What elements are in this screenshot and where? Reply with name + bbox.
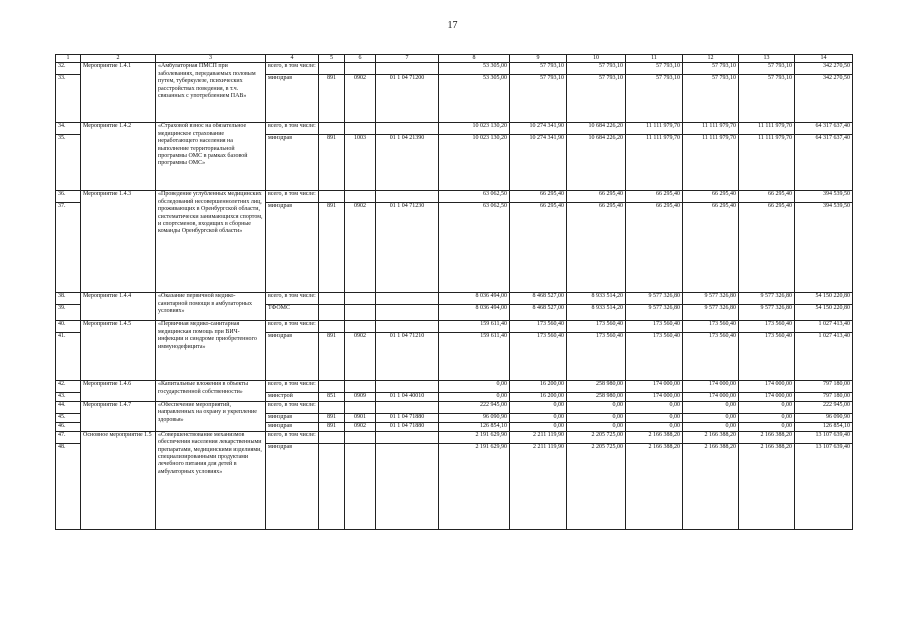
table-row [56,123,853,135]
grbs-code [319,293,345,305]
funding-value: 11 111 979,70 [626,135,683,191]
funding-value: 174 000,00 [739,393,795,401]
funding-value: 2 205 725,00 [567,443,626,529]
funding-value: 2 166 388,20 [739,431,795,443]
responsible-executor: минздрав [266,203,319,293]
rzpr-code [345,305,376,321]
rzpr-code [345,401,376,413]
rzpr-code [345,191,376,203]
csr-code [376,191,439,203]
funding-value: 16 200,00 [510,393,567,401]
funding-value: 11 111 979,70 [739,123,795,135]
responsible-executor: всего, в том числе: [266,431,319,443]
row-number: 47. [56,431,81,443]
funding-value: 0,00 [626,422,683,431]
funding-value: 57 793,10 [567,75,626,123]
funding-value: 2 166 388,20 [683,443,739,529]
funding-value: 66 295,40 [626,191,683,203]
funding-value: 174 000,00 [626,381,683,393]
funding-value: 342 270,50 [795,75,853,123]
responsible-executor: минздрав [266,443,319,529]
funding-value: 159 611,40 [439,333,510,381]
grbs-code: 851 [319,393,345,401]
funding-value: 0,00 [567,401,626,413]
csr-code: 01 1 04 71880 [376,422,439,431]
funding-value: 258 980,00 [567,381,626,393]
csr-code [376,305,439,321]
rzpr-code: 1003 [345,135,376,191]
funding-value: 11 111 979,70 [683,123,739,135]
funding-value: 0,00 [626,401,683,413]
funding-value: 66 295,40 [683,203,739,293]
funding-value: 9 577 326,80 [683,293,739,305]
funding-value: 9 577 326,80 [739,293,795,305]
funding-value: 173 560,40 [567,321,626,333]
funding-value: 57 793,10 [567,63,626,75]
measure-description: «Первичная медико-санитарная медицинская помощь при ВИЧ-инфекции и синдроме приобретенного иммунодефицита» [156,321,266,381]
funding-value: 174 000,00 [626,393,683,401]
funding-value: 66 295,40 [626,203,683,293]
grbs-code [319,443,345,529]
csr-code [376,123,439,135]
row-number: 45. [56,413,81,422]
row-number: 42. [56,381,81,393]
responsible-executor: всего, в том числе: [266,63,319,75]
row-number: 40. [56,321,81,333]
grbs-code [319,191,345,203]
funding-value: 57 793,10 [510,63,567,75]
row-number: 37. [56,203,81,293]
row-number: 35. [56,135,81,191]
funding-value: 63 062,50 [439,203,510,293]
measure-description: «Совершенствование механизмов обеспечения населения лекарственными препаратами, медицинскими изделиями, специализированными продуктами лечебного питания для детей в амбулаторных условиях» [156,431,266,529]
funding-value: 16 200,00 [510,381,567,393]
responsible-executor: ТФОМС [266,305,319,321]
funding-value: 173 560,40 [510,321,567,333]
funding-value: 10 684 226,20 [567,123,626,135]
funding-value: 63 062,50 [439,191,510,203]
funding-value: 0,00 [683,422,739,431]
funding-value: 1 027 413,40 [795,321,853,333]
column-number-header: 14 [795,55,853,63]
funding-value: 0,00 [439,393,510,401]
grbs-code: 891 [319,135,345,191]
column-number-header: 11 [626,55,683,63]
column-number-header: 6 [345,55,376,63]
funding-value: 96 090,90 [439,413,510,422]
funding-value: 10 274 341,90 [510,123,567,135]
row-number: 43. [56,393,81,401]
funding-value: 342 270,50 [795,63,853,75]
funding-value: 222 945,00 [795,401,853,413]
funding-value: 174 000,00 [739,381,795,393]
funding-value: 173 560,40 [626,333,683,381]
table-row [56,431,853,443]
grbs-code: 891 [319,422,345,431]
measure-description: «Проведение углубленных медицинских обследований несовершеннолетних лиц, проживающих в Оренбургской области, систематически занимающихся спортом, и спортсменов, входящих в сборные команды Оренбургской области» [156,191,266,293]
funding-value: 797 180,00 [795,393,853,401]
funding-value: 66 295,40 [739,203,795,293]
funding-value: 222 945,00 [439,401,510,413]
responsible-executor: минздрав [266,135,319,191]
funding-value: 2 166 388,20 [683,431,739,443]
table-row [56,191,853,203]
column-number-header: 3 [156,55,266,63]
rzpr-code [345,293,376,305]
table-row [56,381,853,393]
row-number: 34. [56,123,81,135]
measure-description: «Капитальные вложения в объекты государственной собственности» [156,381,266,401]
responsible-executor: всего, в том числе: [266,191,319,203]
responsible-executor: минздрав [266,413,319,422]
funding-value: 8 468 527,00 [510,293,567,305]
column-number-header: 8 [439,55,510,63]
funding-value: 173 560,40 [683,321,739,333]
responsible-executor: минздрав [266,333,319,381]
responsible-executor: всего, в том числе: [266,123,319,135]
funding-value: 8 468 527,00 [510,305,567,321]
csr-code: 01 1 04 71200 [376,75,439,123]
measure-description: «Страховой взнос на обязательное медицинское страхование неработающего населения на выполнение территориальной программы ОМС в рамках базовой программы ОМС» [156,123,266,191]
csr-code [376,401,439,413]
funding-value: 10 274 341,90 [510,135,567,191]
responsible-executor: всего, в том числе: [266,321,319,333]
funding-value: 9 577 326,80 [739,305,795,321]
page-number: 17 [447,20,458,31]
rzpr-code [345,431,376,443]
funding-value: 66 295,40 [739,191,795,203]
responsible-executor: всего, в том числе: [266,293,319,305]
row-number: 41. [56,333,81,381]
funding-value: 2 166 388,20 [626,443,683,529]
funding-value: 10 023 130,20 [439,135,510,191]
measure-name: Мероприятие 1.4.5 [81,321,156,381]
grbs-code [319,123,345,135]
responsible-executor: всего, в том числе: [266,401,319,413]
measure-name: Мероприятие 1.4.4 [81,293,156,321]
funding-value: 53 305,00 [439,75,510,123]
column-number-header: 10 [567,55,626,63]
funding-value: 66 295,40 [567,203,626,293]
funding-value: 57 793,10 [739,75,795,123]
csr-code: 01 1 04 71880 [376,413,439,422]
funding-value: 159 611,40 [439,321,510,333]
column-number-header: 9 [510,55,567,63]
funding-value: 2 166 388,20 [626,431,683,443]
funding-value: 173 560,40 [626,321,683,333]
row-number: 39. [56,305,81,321]
funding-value: 64 317 637,40 [795,123,853,135]
funding-value: 174 000,00 [683,381,739,393]
funding-value: 0,00 [567,413,626,422]
funding-value: 11 111 979,70 [683,135,739,191]
funding-value: 57 793,10 [683,63,739,75]
funding-value: 174 000,00 [683,393,739,401]
measure-name: Основное мероприятие 1.5 [81,431,156,529]
funding-value: 0,00 [739,413,795,422]
funding-value: 2 191 629,90 [439,431,510,443]
csr-code [376,431,439,443]
funding-value: 258 980,00 [567,393,626,401]
csr-code [376,443,439,529]
funding-value: 66 295,40 [510,203,567,293]
funding-value: 13 107 639,40 [795,431,853,443]
rzpr-code: 0902 [345,333,376,381]
funding-value: 0,00 [567,422,626,431]
row-number: 46. [56,422,81,431]
funding-value: 2 166 388,20 [739,443,795,529]
funding-value: 2 205 725,00 [567,431,626,443]
funding-value: 0,00 [739,401,795,413]
funding-value: 2 211 119,90 [510,431,567,443]
grbs-code: 891 [319,333,345,381]
row-number: 38. [56,293,81,305]
funding-value: 66 295,40 [567,191,626,203]
measure-name: Мероприятие 1.4.1 [81,63,156,123]
funding-value: 0,00 [626,413,683,422]
rzpr-code [345,381,376,393]
funding-value: 2 191 629,90 [439,443,510,529]
funding-value: 57 793,10 [626,63,683,75]
funding-value: 8 036 494,00 [439,305,510,321]
rzpr-code: 0902 [345,203,376,293]
column-number-header: 13 [739,55,795,63]
funding-value: 8 036 494,00 [439,293,510,305]
funding-value: 10 023 130,20 [439,123,510,135]
grbs-code [319,381,345,393]
funding-value: 9 577 326,80 [626,305,683,321]
rzpr-code: 0902 [345,75,376,123]
column-number-header: 1 [56,55,81,63]
grbs-code [319,321,345,333]
funding-value: 57 793,10 [626,75,683,123]
funding-value: 173 560,40 [567,333,626,381]
column-number-header: 5 [319,55,345,63]
table-row [56,321,853,333]
grbs-code [319,305,345,321]
funding-value: 54 150 220,80 [795,293,853,305]
funding-value: 11 111 979,70 [626,123,683,135]
funding-value: 1 027 413,40 [795,333,853,381]
csr-code [376,293,439,305]
funding-value: 57 793,10 [683,75,739,123]
csr-code: 01 1 04 40010 [376,393,439,401]
csr-code: 01 1 04 71230 [376,203,439,293]
column-number-header: 7 [376,55,439,63]
grbs-code [319,431,345,443]
csr-code [376,381,439,393]
funding-value: 8 933 514,20 [567,305,626,321]
measure-name: Мероприятие 1.4.2 [81,123,156,191]
funding-value: 394 539,50 [795,203,853,293]
funding-value: 96 090,90 [795,413,853,422]
row-number: 36. [56,191,81,203]
column-number-header: 4 [266,55,319,63]
csr-code [376,63,439,75]
funding-value: 0,00 [683,413,739,422]
funding-value: 9 577 326,80 [626,293,683,305]
row-number: 32. [56,63,81,75]
funding-value: 0,00 [439,381,510,393]
measure-description: «Амбулаторная ПМСП при заболеваниях, передаваемых половым путем, туберкулезе, психических расстройствах поведения, в т.ч. связанных с употреблением ПАВ» [156,63,266,123]
csr-code: 01 1 04 21390 [376,135,439,191]
measure-description: «Обеспечение мероприятий, направленных на охрану и укрепление здоровья» [156,401,266,431]
funding-value: 66 295,40 [683,191,739,203]
funding-value: 53 305,00 [439,63,510,75]
funding-value: 173 560,40 [739,321,795,333]
funding-value: 8 933 514,20 [567,293,626,305]
rzpr-code: 0901 [345,413,376,422]
table-row [56,63,853,75]
rzpr-code [345,321,376,333]
grbs-code [319,401,345,413]
funding-value: 797 180,00 [795,381,853,393]
funding-value: 126 854,10 [439,422,510,431]
rzpr-code [345,123,376,135]
grbs-code: 891 [319,203,345,293]
funding-value: 173 560,40 [510,333,567,381]
row-number: 48. [56,443,81,529]
funding-value: 64 317 637,40 [795,135,853,191]
rzpr-code: 0902 [345,422,376,431]
funding-value: 57 793,10 [510,75,567,123]
measure-name: Мероприятие 1.4.6 [81,381,156,401]
grbs-code: 891 [319,413,345,422]
funding-value: 0,00 [510,401,567,413]
funding-value: 173 560,40 [739,333,795,381]
grbs-code [319,63,345,75]
header-row [56,55,853,63]
responsible-executor: минстрой [266,393,319,401]
funding-value: 13 107 639,40 [795,443,853,529]
funding-value: 173 560,40 [683,333,739,381]
funding-value: 126 854,10 [795,422,853,431]
funding-value: 10 684 226,20 [567,135,626,191]
row-number: 44. [56,401,81,413]
csr-code: 01 1 04 71210 [376,333,439,381]
funding-value: 0,00 [510,422,567,431]
funding-value: 0,00 [510,413,567,422]
rzpr-code [345,443,376,529]
column-number-header: 12 [683,55,739,63]
table-row [56,293,853,305]
table-row [56,401,853,413]
funding-value: 0,00 [739,422,795,431]
grbs-code: 891 [319,75,345,123]
funding-value: 57 793,10 [739,63,795,75]
responsible-executor: минздрав [266,75,319,123]
measure-description: «Оказание первичной медико-санитарной помощи в амбулаторных условиях» [156,293,266,321]
row-number: 33. [56,75,81,123]
rzpr-code [345,63,376,75]
funding-value: 394 539,50 [795,191,853,203]
funding-value: 54 150 220,80 [795,305,853,321]
csr-code [376,321,439,333]
funding-value: 2 211 119,90 [510,443,567,529]
measure-name: Мероприятие 1.4.3 [81,191,156,293]
funding-value: 66 295,40 [510,191,567,203]
budget-table [55,54,853,530]
funding-value: 11 111 979,70 [739,135,795,191]
responsible-executor: всего, в том числе: [266,381,319,393]
measure-name: Мероприятие 1.4.7 [81,401,156,431]
responsible-executor: минздрав [266,422,319,431]
funding-value: 9 577 326,80 [683,305,739,321]
funding-value: 0,00 [683,401,739,413]
column-number-header: 2 [81,55,156,63]
rzpr-code: 0909 [345,393,376,401]
